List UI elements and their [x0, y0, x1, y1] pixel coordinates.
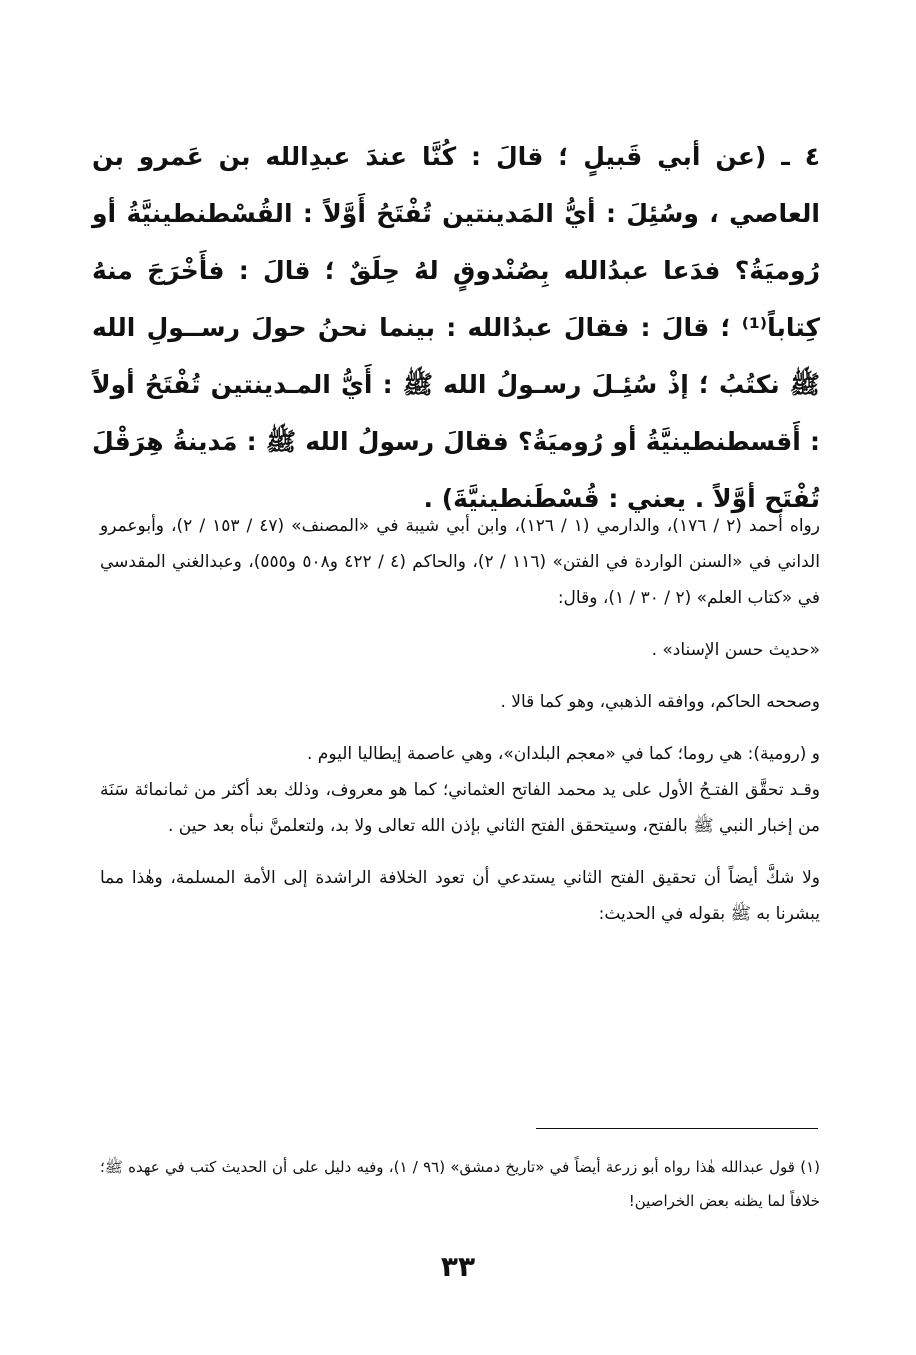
page-number: ٣٣ [440, 1250, 476, 1283]
hadith-text: ٤ ـ (عن أبي قَبيلٍ ؛ قالَ : كُنَّا عندَ عبدِالله بن عَمرو بن العاصي ، وسُئِلَ : أيُّ المَدينتين تُفْتَحُ أَوَّلاً : القُسْطنطينيَّةُ أو رُوميَةُ؟ فدَعا عبدُالله بِصُنْدوقٍ لهُ حِلَقٌ ؛ قالَ : فأَخْرَجَ منهُ كِتاباً⁽¹⁾ ؛ قالَ : فقالَ عبدُالله : بينما نحنُ حولَ رســولِ الله ﷺ نكتُبُ ؛ إذْ سُئِـلَ رسـولُ الله ﷺ : أَيُّ المـدينتين تُفْتَحُ أولاً : أَقسطنطينيَّةُ أو رُوميَةُ؟ فقالَ رسولُ الله ﷺ : مَدينةُ هِرَقْلَ تُفْتَح أوَّلاً . يعني : قُسْطَنطينيَّةَ) . [92, 142, 820, 513]
rumiya-paragraph: و (رومية): هي روما؛ كما في «معجم البلدان»، وهي عاصمة إيطاليا اليوم . [307, 744, 820, 764]
commentary [100, 508, 820, 932]
khilafa-paragraph: ولا شكَّ أيضاً أن تحقيق الفتح الثاني يستدعي أن تعود الخلافة الراشدة إلى الأمة المسلمة، وهٰذا مما يبشرنا به ﷺ بقوله في الحديث: [100, 868, 820, 924]
quote-paragraph: «حديث حسن الإسناد» . [651, 640, 820, 660]
fath-paragraph: وقـد تحقَّق الفتـحُ الأول على يد محمد الفاتح العثماني؛ كما هو معروف، وذلك بعد أكثر من ثمانمائة سَنَة من إخبار النبي ﷺ بالفتح، وسيتحقق الفتح الثاني بإذن الله تعالى ولا بد، ولتعلمنَّ نبأه بعد حين . [100, 780, 820, 836]
tashih-paragraph: وصححه الحاكم، ووافقه الذهبي، وهو كما قالا . [500, 692, 820, 712]
footnote-divider [536, 1128, 818, 1129]
takhrij-paragraph: رواه أحمد (٢ / ١٧٦)، والدارمي (١ / ١٢٦)، وابن أبي شيبة في «المصنف» (٤٧ / ١٥٣ / ٢)، وأبوعمرو الداني في «السنن الواردة في الفتن» (١١٦ / ٢)، والحاكم (٤ / ٤٢٢ و٥٠٨ و٥٥٥)، وعبدالغني المقدسي في «كتاب العلم» (٢ / ٣٠ / ١)، وقال: [100, 516, 820, 608]
footnote: (١) قول عبدالله هٰذا رواه أبو زرعة أيضاً في «تاريخ دمشق» (٩٦ / ١)، وفيه دليل على أن الحديث كتب في عهده ﷺ؛ خلافاً لما يظنه بعض الخراصين! [100, 1158, 821, 1210]
